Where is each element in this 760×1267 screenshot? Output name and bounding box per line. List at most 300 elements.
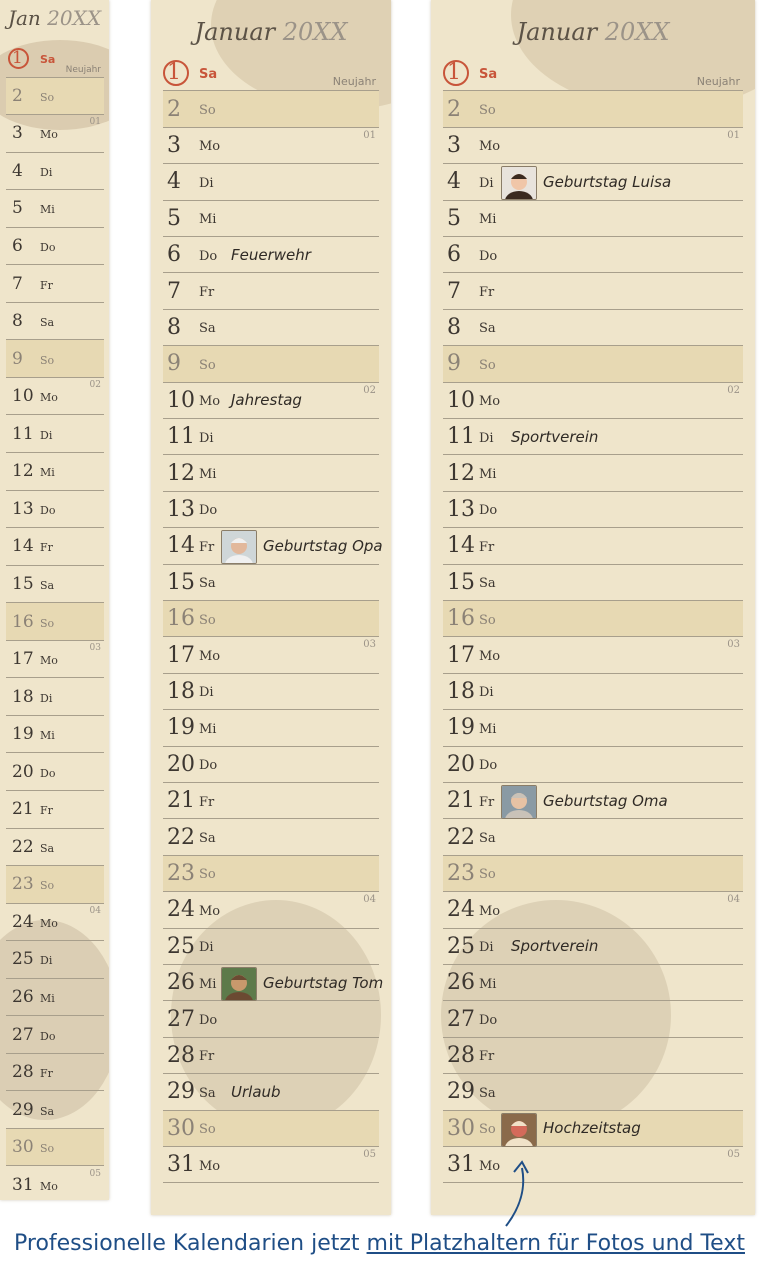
- weekday-label: Sa: [40, 316, 55, 330]
- day-row[interactable]: [163, 237, 379, 273]
- day-row[interactable]: [6, 491, 104, 529]
- weekday-label: Di: [199, 175, 214, 191]
- day-row[interactable]: [6, 153, 104, 191]
- weekday-label: So: [479, 612, 496, 628]
- weekday-label: Sa: [199, 576, 216, 592]
- day-number: 14: [12, 536, 34, 557]
- day-row[interactable]: [163, 273, 379, 309]
- day-row[interactable]: [443, 1111, 743, 1147]
- weekday-label: Fr: [40, 804, 53, 818]
- day-number: 25: [12, 949, 34, 970]
- day-row[interactable]: [443, 965, 743, 1001]
- day-number: 11: [12, 423, 34, 444]
- day-row[interactable]: [163, 601, 379, 637]
- day-row[interactable]: [163, 565, 379, 601]
- day-number: 14: [447, 533, 475, 559]
- day-number: 14: [167, 533, 195, 559]
- day-number: 18: [12, 686, 34, 707]
- day-number: 24: [12, 911, 34, 932]
- week-number: 01: [727, 129, 740, 141]
- weekday-label: Mo: [479, 394, 501, 410]
- day-number: 28: [12, 1062, 34, 1083]
- weekday-label: Mo: [40, 391, 58, 405]
- weekday-label: Sa: [199, 321, 216, 337]
- photo-luisa-icon[interactable]: [501, 166, 537, 200]
- day-row[interactable]: [6, 340, 104, 378]
- week-number: 03: [89, 642, 101, 653]
- day-number: 3: [447, 132, 461, 158]
- holiday-label: Neujahr: [332, 75, 376, 89]
- event-label[interactable]: Urlaub: [231, 1082, 281, 1101]
- weekday-label: Fr: [40, 278, 53, 292]
- month-title: [431, 18, 755, 46]
- month-year: 20XX: [47, 6, 102, 30]
- weekday-label: Sa: [479, 66, 498, 82]
- event-label[interactable]: Hochzeitstag: [543, 1119, 641, 1138]
- day-row[interactable]: [443, 674, 743, 710]
- weekday-label: So: [199, 357, 216, 373]
- day-number: 18: [167, 678, 195, 704]
- day-row[interactable]: [163, 55, 379, 91]
- day-number: 5: [12, 198, 23, 219]
- weekday-label: Do: [479, 758, 498, 774]
- weekday-label: Mi: [479, 976, 497, 992]
- day-row[interactable]: [443, 91, 743, 127]
- weekday-label: Mi: [40, 203, 55, 217]
- day-number: 31: [167, 1152, 195, 1178]
- month-year: 20XX: [604, 18, 670, 46]
- weekday-label: Sa: [479, 831, 496, 847]
- day-row[interactable]: [163, 492, 379, 528]
- day-number: 30: [447, 1115, 475, 1141]
- day-row[interactable]: [6, 904, 104, 942]
- day-number: 8: [167, 314, 181, 340]
- day-row[interactable]: [443, 492, 743, 528]
- weekday-label: Mi: [40, 729, 55, 743]
- day-number: 1: [12, 48, 23, 69]
- day-row[interactable]: [443, 455, 743, 491]
- holiday-label: Neujahr: [696, 75, 740, 89]
- day-row[interactable]: [6, 228, 104, 266]
- day-row[interactable]: [6, 115, 104, 153]
- photo-flowers-icon[interactable]: [501, 1113, 537, 1147]
- day-row[interactable]: [163, 1074, 379, 1110]
- holiday-circle-icon: [163, 60, 189, 86]
- caption-link[interactable]: mit Platzhaltern für Fotos und Text: [366, 1231, 745, 1256]
- weekday-label: Mo: [479, 139, 501, 155]
- day-number: 7: [12, 273, 23, 294]
- weekday-label: So: [199, 612, 216, 628]
- day-row[interactable]: [163, 346, 379, 382]
- weekday-label: So: [199, 867, 216, 883]
- day-number: 4: [12, 160, 23, 181]
- weekday-label: Do: [40, 1029, 56, 1043]
- day-row[interactable]: [443, 1038, 743, 1074]
- day-number: 18: [447, 678, 475, 704]
- event-label[interactable]: Feuerwehr: [231, 245, 311, 264]
- day-row[interactable]: [443, 273, 743, 309]
- weekday-label: Fr: [40, 541, 53, 555]
- day-row[interactable]: [443, 783, 743, 819]
- day-number: 22: [447, 824, 475, 850]
- day-row[interactable]: [443, 601, 743, 637]
- promo-caption: [14, 1231, 745, 1256]
- day-number: 27: [12, 1024, 34, 1045]
- day-row[interactable]: [163, 164, 379, 200]
- weekday-label: Fr: [479, 285, 495, 301]
- day-row[interactable]: [163, 91, 379, 127]
- day-number: 2: [12, 85, 23, 106]
- weekday-label: Di: [479, 685, 494, 701]
- week-number: 01: [89, 117, 101, 128]
- weekday-label: Do: [40, 766, 56, 780]
- weekday-label: Sa: [479, 1085, 496, 1101]
- day-row[interactable]: [443, 1074, 743, 1110]
- day-row[interactable]: [6, 641, 104, 679]
- photo-opa-icon[interactable]: [221, 530, 257, 564]
- day-number: 12: [447, 460, 475, 486]
- day-number: 21: [447, 788, 475, 814]
- holiday-circle-icon: [443, 60, 469, 86]
- weekday-label: Mo: [40, 1179, 58, 1193]
- weekday-label: Fr: [199, 285, 215, 301]
- day-row[interactable]: [6, 265, 104, 303]
- day-row[interactable]: [443, 419, 743, 455]
- weekday-label: So: [40, 353, 55, 367]
- weekday-label: Mo: [479, 1158, 501, 1174]
- day-row[interactable]: [163, 674, 379, 710]
- weekday-label: Fr: [479, 539, 495, 555]
- day-row[interactable]: [163, 747, 379, 783]
- photo-tom-icon[interactable]: [221, 967, 257, 1001]
- day-row[interactable]: [163, 128, 379, 164]
- day-number: 1: [447, 60, 461, 86]
- day-row[interactable]: [6, 528, 104, 566]
- day-row[interactable]: [163, 819, 379, 855]
- day-row[interactable]: [6, 1054, 104, 1092]
- day-number: 6: [12, 236, 23, 257]
- day-number: 24: [447, 897, 475, 923]
- day-number: 22: [167, 824, 195, 850]
- day-number: 2: [167, 96, 181, 122]
- day-number: 8: [447, 314, 461, 340]
- day-number: 17: [167, 642, 195, 668]
- weekday-label: Do: [199, 758, 218, 774]
- week-number: 01: [363, 129, 376, 141]
- day-number: 16: [447, 606, 475, 632]
- photo-oma-icon[interactable]: [501, 785, 537, 819]
- day-row[interactable]: [163, 1038, 379, 1074]
- day-number: 17: [447, 642, 475, 668]
- day-row[interactable]: [163, 965, 384, 1001]
- day-row[interactable]: [163, 455, 379, 491]
- day-row[interactable]: [163, 710, 379, 746]
- day-number: 15: [447, 569, 475, 595]
- weekday-label: Do: [199, 248, 218, 264]
- day-row[interactable]: [443, 1147, 743, 1183]
- day-row[interactable]: [443, 310, 743, 346]
- weekday-label: Fr: [199, 794, 215, 810]
- day-number: 2: [447, 96, 461, 122]
- weekday-label: Sa: [199, 1085, 216, 1101]
- weekday-label: Mi: [199, 721, 217, 737]
- day-row[interactable]: [6, 1129, 104, 1167]
- day-number: 10: [167, 387, 195, 413]
- day-number: 13: [12, 498, 34, 519]
- day-row[interactable]: [163, 419, 379, 455]
- weekday-label: Di: [199, 940, 214, 956]
- weekday-label: Sa: [40, 1104, 55, 1118]
- weekday-label: Mo: [479, 903, 501, 919]
- day-row[interactable]: [6, 866, 104, 904]
- event-label[interactable]: Geburtstag Opa: [263, 536, 383, 555]
- weekday-label: Mo: [40, 916, 58, 930]
- day-row[interactable]: [6, 979, 104, 1017]
- day-row[interactable]: [163, 201, 379, 237]
- day-number: 10: [447, 387, 475, 413]
- weekday-label: Mo: [479, 649, 501, 665]
- day-row[interactable]: [163, 856, 379, 892]
- event-label[interactable]: Sportverein: [511, 937, 599, 956]
- day-number: 23: [167, 860, 195, 886]
- day-row[interactable]: [443, 929, 743, 965]
- day-row[interactable]: [443, 747, 743, 783]
- day-number: 28: [447, 1042, 475, 1068]
- day-row[interactable]: [6, 190, 104, 228]
- weekday-label: So: [40, 90, 55, 104]
- day-row[interactable]: [443, 565, 743, 601]
- day-row[interactable]: [6, 941, 104, 979]
- weekday-label: Do: [479, 248, 498, 264]
- day-row[interactable]: [443, 528, 743, 564]
- weekday-label: Mo: [199, 139, 221, 155]
- weekday-label: So: [199, 1122, 216, 1138]
- day-row[interactable]: [443, 128, 743, 164]
- day-row[interactable]: [6, 603, 104, 641]
- holiday-label: Neujahr: [65, 64, 101, 75]
- week-number: 03: [727, 639, 740, 651]
- day-number: 23: [447, 860, 475, 886]
- day-row[interactable]: [443, 201, 743, 237]
- day-number: 27: [447, 1006, 475, 1032]
- day-row[interactable]: [6, 1091, 104, 1129]
- weekday-label: So: [479, 103, 496, 119]
- day-number: 29: [447, 1079, 475, 1105]
- day-number: 6: [167, 242, 181, 268]
- day-row[interactable]: [163, 892, 379, 928]
- day-number: 5: [167, 205, 181, 231]
- week-number: 02: [727, 384, 740, 396]
- day-number: 19: [447, 715, 475, 741]
- day-row[interactable]: [163, 528, 383, 564]
- day-row[interactable]: [163, 929, 379, 965]
- weekday-label: Sa: [199, 66, 218, 82]
- day-number: 23: [12, 874, 34, 895]
- caption-text: Professionelle Kalendarien jetzt: [14, 1231, 367, 1256]
- day-row[interactable]: [443, 346, 743, 382]
- weekday-label: Mi: [479, 212, 497, 228]
- weekday-label: Fr: [40, 1067, 53, 1081]
- day-number: 16: [12, 611, 34, 632]
- weekday-label: Do: [40, 503, 56, 517]
- day-number: 20: [167, 751, 195, 777]
- weekday-label: Do: [479, 503, 498, 519]
- day-row[interactable]: [6, 753, 104, 791]
- day-number: 24: [167, 897, 195, 923]
- weekday-label: Fr: [479, 1049, 495, 1065]
- weekday-label: Sa: [40, 578, 55, 592]
- month-title: [151, 18, 391, 46]
- weekday-label: Sa: [199, 831, 216, 847]
- day-row[interactable]: [443, 383, 743, 419]
- event-label[interactable]: Geburtstag Tom: [263, 973, 384, 992]
- weekday-label: Mo: [199, 903, 221, 919]
- weekday-label: Mo: [40, 128, 58, 142]
- day-number: 31: [12, 1174, 34, 1195]
- day-row[interactable]: [6, 791, 104, 829]
- pointer-arrow-icon: [500, 1160, 540, 1232]
- day-number: 10: [12, 386, 34, 407]
- day-number: 15: [167, 569, 195, 595]
- weekday-label: Di: [479, 940, 494, 956]
- week-number: 04: [363, 894, 376, 906]
- event-label[interactable]: Geburtstag Luisa: [543, 172, 672, 191]
- weekday-label: Mi: [479, 467, 497, 483]
- day-row[interactable]: [163, 310, 379, 346]
- week-number: 05: [363, 1149, 376, 1160]
- day-row[interactable]: [163, 1001, 379, 1037]
- day-number: 31: [447, 1152, 475, 1178]
- day-row[interactable]: [6, 829, 104, 867]
- month-year: 20XX: [282, 18, 348, 46]
- weekday-label: Mo: [199, 394, 221, 410]
- day-row[interactable]: [443, 710, 743, 746]
- day-row[interactable]: [443, 856, 743, 892]
- day-number: 29: [167, 1079, 195, 1105]
- weekday-label: Mi: [199, 212, 217, 228]
- weekday-label: Mi: [199, 467, 217, 483]
- day-row[interactable]: [6, 378, 104, 416]
- weekday-label: Do: [199, 503, 218, 519]
- day-number: 7: [167, 278, 181, 304]
- day-number: 9: [447, 351, 461, 377]
- day-row[interactable]: [443, 237, 743, 273]
- day-row[interactable]: [6, 716, 104, 754]
- day-row[interactable]: [443, 819, 743, 855]
- day-row[interactable]: [163, 1147, 379, 1183]
- week-number: 04: [727, 894, 740, 906]
- weekday-label: Di: [199, 430, 214, 446]
- day-number: 25: [167, 933, 195, 959]
- day-number: 4: [447, 169, 461, 195]
- day-row[interactable]: [6, 416, 104, 454]
- day-row[interactable]: [443, 892, 743, 928]
- holiday-circle-icon: [8, 48, 29, 69]
- day-number: 25: [447, 933, 475, 959]
- weekday-label: Di: [40, 954, 53, 968]
- week-number: 02: [89, 379, 101, 390]
- weekday-label: So: [40, 879, 55, 893]
- weekday-label: Di: [199, 685, 214, 701]
- day-row[interactable]: [163, 637, 379, 673]
- day-row[interactable]: [6, 78, 104, 116]
- day-number: 30: [12, 1137, 34, 1158]
- calendar-strip-narrow: [0, 0, 109, 1200]
- weekday-label: Mo: [199, 649, 221, 665]
- week-number: 02: [363, 384, 376, 396]
- day-row[interactable]: [443, 164, 743, 200]
- week-number: 03: [363, 639, 376, 651]
- weekday-label: Di: [479, 430, 494, 446]
- week-number: 05: [89, 1168, 101, 1179]
- day-row[interactable]: [6, 678, 104, 716]
- weekday-label: Di: [40, 691, 53, 705]
- day-row[interactable]: [6, 1016, 104, 1054]
- day-number: 1: [167, 60, 181, 86]
- weekday-label: So: [199, 103, 216, 119]
- day-row[interactable]: [163, 783, 379, 819]
- day-row[interactable]: [6, 40, 104, 78]
- day-row[interactable]: [163, 1111, 379, 1147]
- weekday-label: Di: [40, 165, 53, 179]
- day-number: 13: [167, 496, 195, 522]
- day-number: 3: [12, 123, 23, 144]
- day-number: 6: [447, 242, 461, 268]
- day-row[interactable]: [6, 1167, 104, 1201]
- day-row[interactable]: [443, 1001, 743, 1037]
- calendar-strip-medium: [151, 0, 391, 1215]
- weekday-label: Fr: [199, 539, 215, 555]
- day-number: 26: [12, 987, 34, 1008]
- event-label[interactable]: Geburtstag Oma: [543, 791, 668, 810]
- weekday-label: Mi: [40, 992, 55, 1006]
- day-number: 26: [167, 970, 195, 996]
- weekday-label: Mi: [40, 466, 55, 480]
- week-number: 05: [727, 1149, 740, 1160]
- day-number: 30: [167, 1115, 195, 1141]
- day-number: 26: [447, 970, 475, 996]
- month-name: Januar: [516, 18, 598, 46]
- day-row[interactable]: [443, 55, 743, 91]
- day-number: 8: [12, 311, 23, 332]
- day-number: 20: [447, 751, 475, 777]
- weekday-label: Di: [40, 428, 53, 442]
- day-row[interactable]: [443, 637, 743, 673]
- day-row[interactable]: [6, 453, 104, 491]
- event-label[interactable]: Jahrestag: [231, 391, 302, 410]
- weekday-label: So: [479, 867, 496, 883]
- weekday-label: Mo: [199, 1158, 221, 1174]
- weekday-label: Do: [40, 241, 56, 255]
- day-number: 11: [167, 424, 195, 450]
- day-number: 19: [12, 724, 34, 745]
- day-number: 16: [167, 606, 195, 632]
- calendar-strip-wide: [431, 0, 755, 1215]
- weekday-label: Sa: [40, 841, 55, 855]
- day-number: 12: [12, 461, 34, 482]
- day-row[interactable]: [163, 383, 379, 419]
- day-number: 11: [447, 424, 475, 450]
- day-number: 21: [12, 799, 34, 820]
- day-number: 9: [167, 351, 181, 377]
- day-row[interactable]: [6, 566, 104, 604]
- day-number: 20: [12, 761, 34, 782]
- day-number: 15: [12, 573, 34, 594]
- weekday-label: Sa: [479, 321, 496, 337]
- day-row[interactable]: [6, 303, 104, 341]
- month-name: Januar: [194, 18, 276, 46]
- event-label[interactable]: Sportverein: [511, 427, 599, 446]
